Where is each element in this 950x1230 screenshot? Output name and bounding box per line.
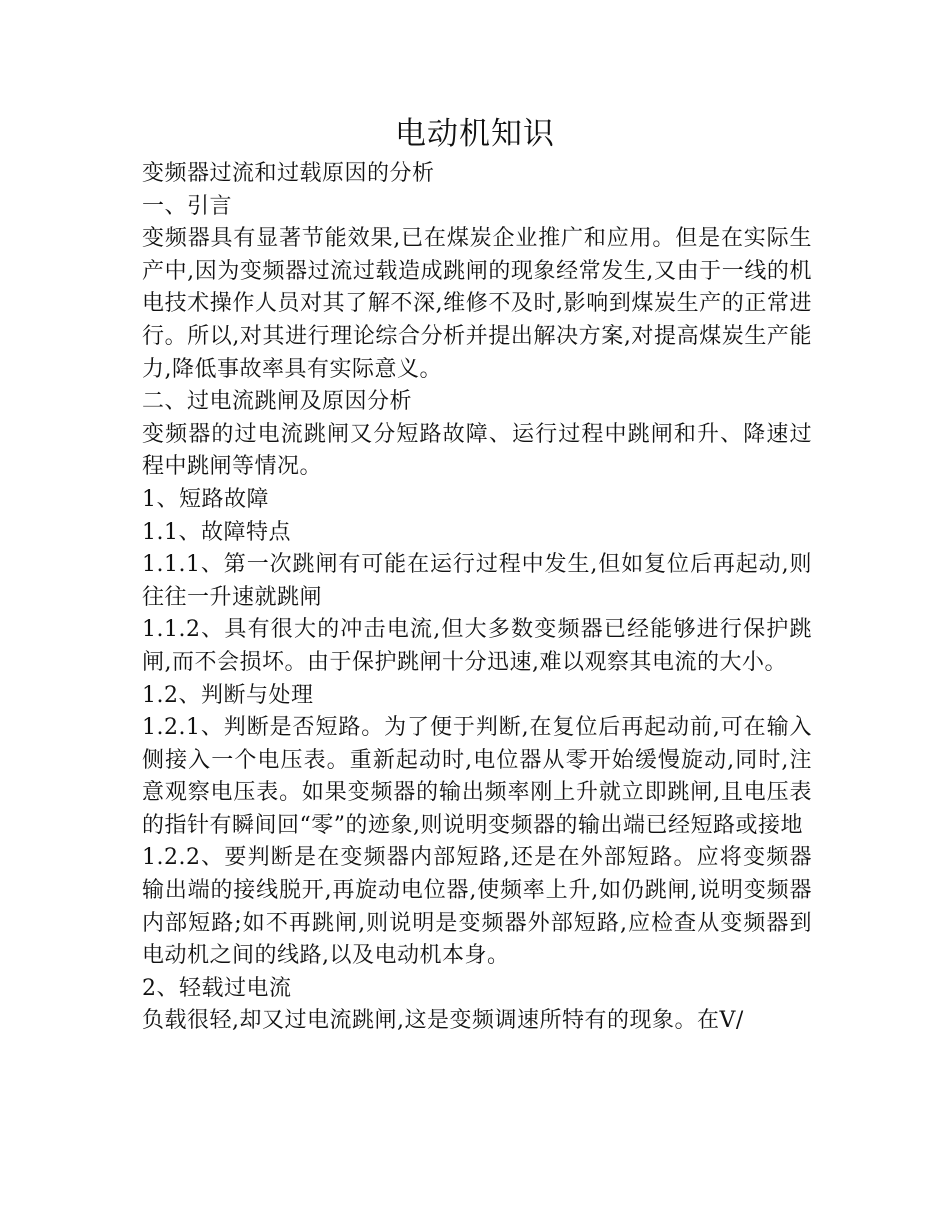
body-paragraph: 变频器的过电流跳闸又分短路故障、运行过程中跳闸和升、降速过程中跳闸等情况。 — [142, 421, 812, 480]
section-heading: 二、过电流跳闸及原因分析 — [142, 389, 413, 415]
body-paragraph: 变频器具有显著节能效果,已在煤炭企业推广和应用。但是在实际生产中,因为变频器过流过载造成跳闸的现象经常发生,又由于一线的机电技术操作人员对其了解不深,维修不及时,影响到煤炭生产的正常进行。所以,对其进行理论综合分析并提出解决方案,对提高煤炭生产能力,降低事故率具有实际意义。 — [142, 226, 812, 382]
section-heading: 1.2、判断与处理 — [142, 682, 314, 708]
body-paragraph: 1.2.1、判断是否短路。为了便于判断,在复位后再起动前,可在输入侧接入一个电压表。重新起动时,电位器从零开始缓慢旋动,同时,注意观察电压表。如果变频器的输出频率刚上升就立即跳闸,且电压表的指针有瞬间回“零”的迹象,则说明变频器的输出端已经短路或接地 — [142, 715, 812, 838]
document-title: 电动机知识 — [395, 116, 555, 152]
document-body — [142, 158, 812, 1038]
body-paragraph: 1.1.2、具有很大的冲击电流,但大多数变频器已经能够进行保护跳闸,而不会损坏。由于保护跳闸十分迅速,难以观察其电流的大小。 — [142, 617, 812, 675]
body-paragraph: 1.1.1、第一次跳闸有可能在运行过程中发生,但如复位后再起动,则往往一升速就跳闸 — [142, 552, 812, 610]
section-heading: 变频器过流和过载原因的分析 — [142, 161, 435, 186]
section-heading: 1、短路故障 — [142, 486, 269, 512]
section-heading: 1.1、故障特点 — [142, 519, 291, 545]
body-paragraph: 负载很轻,却又过电流跳闸,这是变频调速所特有的现象。在V/ — [142, 1008, 744, 1034]
body-paragraph: 1.2.2、要判断是在变频器内部短路,还是在外部短路。应将变频器输出端的接线脱开,再旋动电位器,使频率上升,如仍跳闸,说明变频器内部短路;如不再跳闸,则说明是变频器外部短路,应检查从变频器到电动机之间的线路,以及电动机本身。 — [142, 845, 812, 969]
section-heading: 一、引言 — [142, 193, 233, 219]
section-heading: 2、轻载过电流 — [142, 975, 292, 1001]
